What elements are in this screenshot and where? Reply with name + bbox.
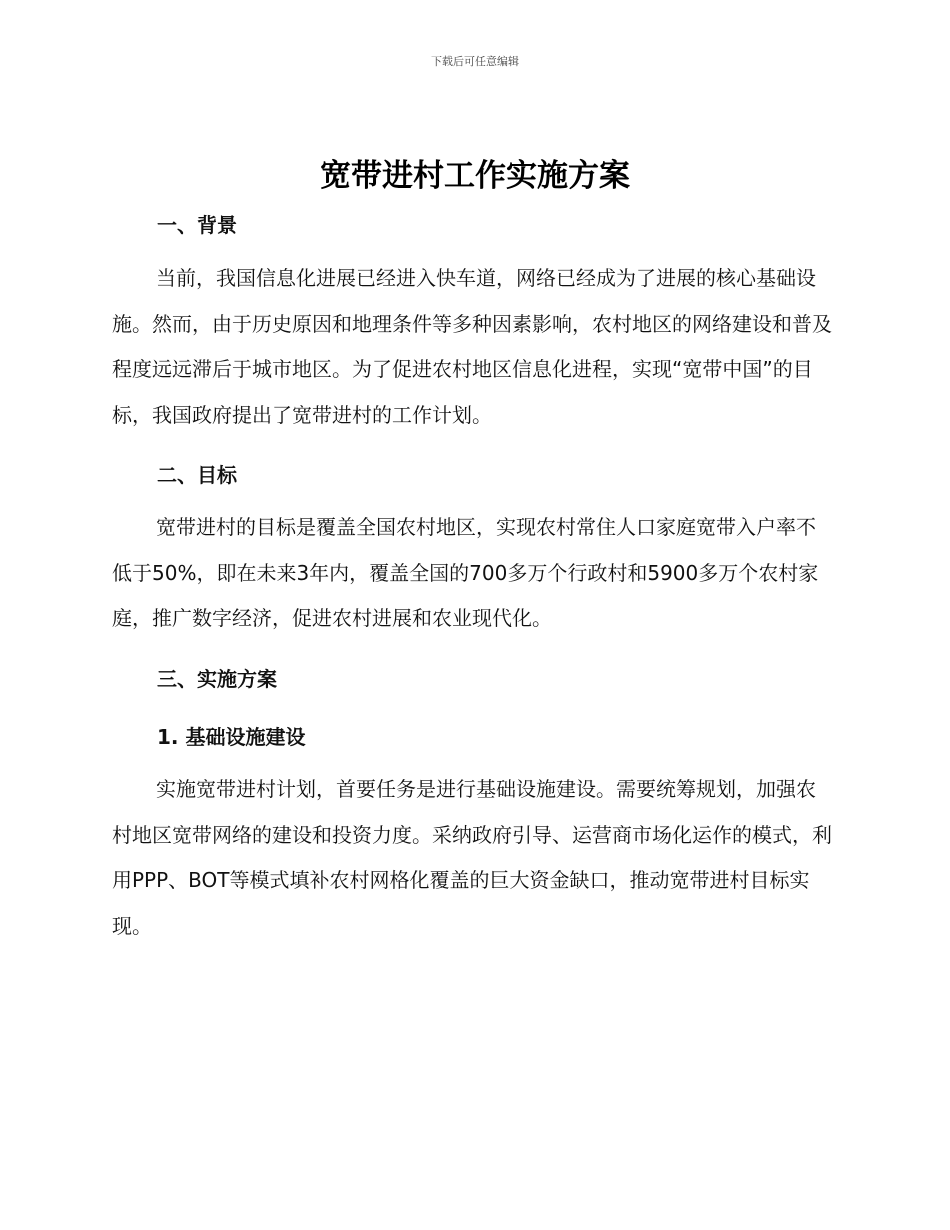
subsection-heading-infrastructure: 1. 基础设施建设: [157, 725, 306, 749]
section-heading-plan: 三、实施方案: [157, 667, 277, 691]
section-heading-goals: 二、目标: [157, 463, 237, 487]
section-paragraph-background: 当前，我国信息化进展已经进入快车道，网络已经成为了进展的核心基础设施。然而，由于历史原因和地理条件等多种因素影响，农村地区的网络建设和普及程度远远滞后于城市地区。为了促进农村地区信息化进程，实现“宽带中国”的目标，我国政府提出了宽带进村的工作计划。: [112, 266, 832, 427]
section-heading-background: 一、背景: [157, 213, 237, 237]
subsection-paragraph-infrastructure: 实施宽带进村计划，首要任务是进行基础设施建设。需要统筹规划，加强农村地区宽带网络的建设和投资力度。采纳政府引导、运营商市场化运作的模式，利用PPP、BOT等模式填补农村网格化覆盖的巨大资金缺口，推动宽带进村目标实现。: [112, 777, 832, 938]
page-header-note: 下载后可任意编辑: [431, 55, 519, 68]
section-paragraph-goals: 宽带进村的目标是覆盖全国农村地区，实现农村常住人口家庭宽带入户率不低于50%，即在未来3年内，覆盖全国的700多万个行政村和5900多万个农村家庭，推广数字经济，促进农村进展和农业现代化。: [112, 515, 819, 630]
document-title: 宽带进村工作实施方案: [320, 158, 630, 194]
